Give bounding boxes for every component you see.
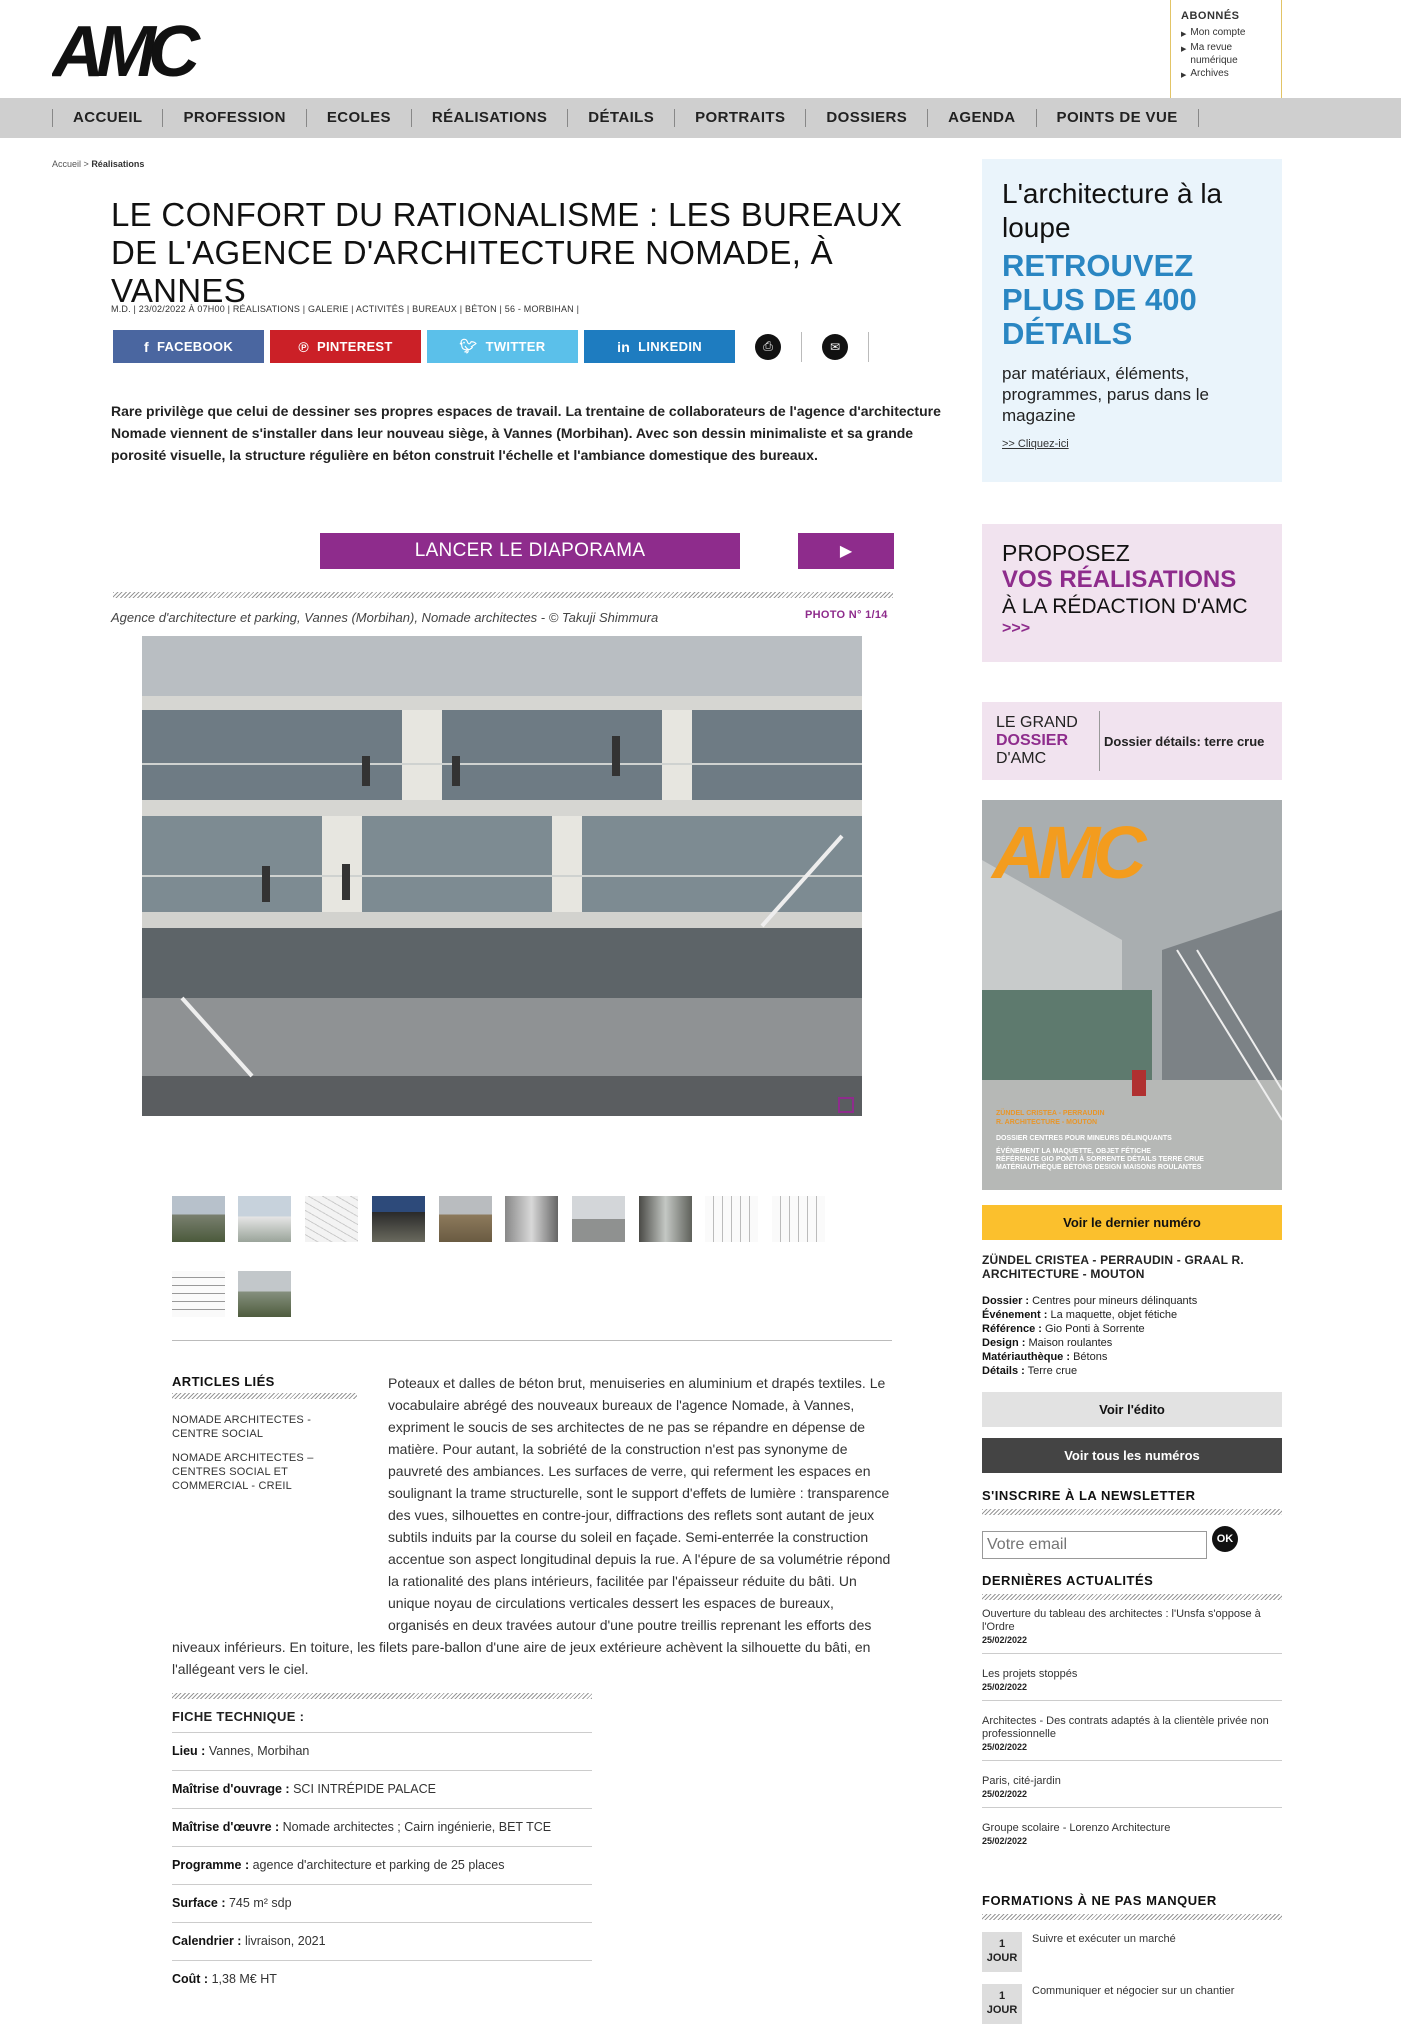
linkedin-share-button[interactable]: in LINKEDIN (584, 330, 735, 363)
issue-line: Événement : La maquette, objet fétiche (982, 1309, 1178, 1321)
nav-item-ecoles[interactable]: ECOLES (306, 109, 411, 127)
subscriber-link-digital[interactable]: ▶ Ma revue numérique (1181, 42, 1238, 66)
subscriber-link-archives[interactable]: ▶ Archives (1181, 67, 1271, 82)
latest-news (982, 1573, 1282, 1854)
sheet-row-client: Maîtrise d'ouvrage : SCI INTRÉPIDE PALACE (172, 1771, 592, 1809)
svg-text:ÉVÉNEMENT LA MAQUETTE, OBJET F: ÉVÉNEMENT LA MAQUETTE, OBJET FÉTICHE (996, 1148, 1151, 1155)
svg-text:DOSSIER CENTRES POUR MINEURS D: DOSSIER CENTRES POUR MINEURS DÉLINQUANTS (996, 1135, 1172, 1142)
sheet-row-location: Lieu : Vannes, Morbihan (172, 1733, 592, 1771)
play-icon: ▶ (839, 543, 853, 560)
cover-logo: AMC (992, 811, 1140, 894)
article-body-text: Poteaux et dalles de béton brut, menuiseries en aluminium et drapés textiles. Le vocabulaire abrégé des nouveaux bureaux de l'agence Nomade, à Vannes, expriment le soucis de ses architectes de ne pas se répandre en dépense de matière. Pour autant, la sobriété de la construction n'est pas synonyme de pauvreté des ambiances. Les surfaces de verre, qui referment les espaces en soulignant la trame structurelle, sont le support d'effets de lumière : transparence des vues, silhouettes en contre-jour, diffractions des reflets sont autant de jeux subtils induits par la course du soleil en façade. Semi-enterrée la construction accentue son aspect longitudinal depuis la rue. A l'épure de sa volumétrie répond la rationalité des plans intérieurs, facilitée par l'épaisseur réduite du bâti. Un unique noyau de circulations verticales dessert les espaces de bureaux, organisés en deux travées autour d'une poutre treillis reprenant les efforts des niveaux inférieurs. En toiture, les filets pare-ballon d'une aire de jeux extérieure achèvent la silhouette du bâti, en l'allégeant vers le ciel. (172, 1375, 891, 1677)
issue-line: Détails : Terre crue (982, 1365, 1078, 1377)
all-issues-button[interactable]: Voir tous les numéros (982, 1438, 1282, 1473)
related-item[interactable]: NOMADE ARCHITECTES - CENTRE SOCIAL (172, 1414, 312, 1440)
thumbnail[interactable] (439, 1196, 492, 1242)
pinterest-share-button[interactable]: ℗ PINTEREST (270, 330, 421, 363)
news-item[interactable]: Architectes - Des contrats adaptés à la clientèle privée non professionnelle 25/02/2022 (982, 1701, 1282, 1761)
svg-text:MATÉRIAUTHÈQUE BÉTONS DESIGN M: MATÉRIAUTHÈQUE BÉTONS DESIGN MAISONS ROULANTES (996, 1164, 1202, 1171)
grand-dossier-label: LE GRAND DOSSIER D'AMC (982, 711, 1100, 771)
thumbnail[interactable] (238, 1196, 291, 1242)
next-photo-button[interactable] (798, 533, 894, 569)
nav-item-profession[interactable]: PROFESSION (162, 109, 305, 127)
issue-line: Design : Maison roulantes (982, 1337, 1113, 1349)
slideshow-button[interactable]: LANCER LE DIAPORAMA (320, 533, 740, 569)
submit-projects-ad[interactable] (982, 524, 1282, 662)
twitter-icon: 🐦︎ (459, 338, 478, 354)
news-title: DERNIÈRES ACTUALITÉS (982, 1573, 1154, 1588)
svg-text:RÉFÉRENCE GIO PONTI À SORRENTE: RÉFÉRENCE GIO PONTI À SORRENTE DÉTAILS TERRE CRUE (996, 1156, 1204, 1163)
grand-dossier-banner[interactable] (982, 702, 1282, 780)
news-item[interactable]: Ouverture du tableau des architectes : l'Unsfa s'oppose à l'Ordre 25/02/2022 (982, 1600, 1282, 1654)
linkedin-icon: in (617, 338, 631, 355)
breadcrumb-current[interactable]: Réalisations (91, 159, 145, 169)
nav-item-accueil[interactable]: ACCUEIL (52, 109, 162, 127)
training-item[interactable] (982, 1984, 1282, 2024)
email-icon[interactable]: ✉ (822, 334, 848, 360)
nav-item-agenda[interactable]: AGENDA (927, 109, 1035, 127)
newsletter-submit-button[interactable]: OK (1212, 1526, 1238, 1552)
grand-dossier-title: Dossier détails: terre crue (1104, 733, 1265, 749)
thumbnail[interactable] (172, 1196, 225, 1242)
sheet-row-cost: Coût : 1,38 M€ HT (172, 1972, 277, 1986)
newsletter-section (982, 1488, 1282, 1515)
thumbnail[interactable] (172, 1271, 225, 1317)
technical-sheet-title: FICHE TECHNIQUE : (172, 1699, 592, 1733)
training-duration: 1 JOUR (982, 1984, 1022, 2024)
photo-counter: PHOTO N° 1/14 (805, 609, 888, 621)
newsletter-title: S'INSCRIRE À LA NEWSLETTER (982, 1488, 1196, 1503)
thumbnail[interactable] (572, 1196, 625, 1242)
pinterest-icon: ℗ (298, 338, 309, 355)
nav-item-details[interactable]: DÉTAILS (567, 109, 674, 127)
last-issue-button[interactable]: Voir le dernier numéro (982, 1205, 1282, 1240)
ad-heading: PROPOSEZ (1002, 540, 1130, 566)
ad-text: À LA RÉDACTION D'AMC (1002, 595, 1248, 618)
divider (868, 332, 869, 362)
photo-caption: Agence d'architecture et parking, Vannes (Morbihan), Nomade architectes - © Takuji Shimmura (111, 610, 659, 625)
training-title: Communiquer et négocier sur un chantier (1032, 1985, 1235, 1997)
related-articles (172, 1374, 357, 1503)
svg-text:R. ARCHITECTURE - MOUTON: R. ARCHITECTURE - MOUTON (996, 1119, 1098, 1126)
breadcrumb-separator: > (83, 159, 89, 169)
divider (172, 1340, 892, 1341)
thumbnail[interactable] (238, 1271, 291, 1317)
training-duration: 1 JOUR (982, 1932, 1022, 1972)
ad-highlight: VOS RÉALISATIONS (1002, 566, 1237, 593)
thumbnail[interactable] (639, 1196, 692, 1242)
news-item[interactable]: Groupe scolaire - Lorenzo Architecture 25/02/2022 (982, 1822, 1171, 1846)
sheet-row-schedule: Calendrier : livraison, 2021 (172, 1923, 592, 1961)
share-bar (113, 330, 869, 363)
trainings-section (982, 1893, 1282, 2024)
editorial-button[interactable]: Voir l'édito (982, 1392, 1282, 1427)
sheet-row-program: Programme : agence d'architecture et parking de 25 places (172, 1847, 592, 1885)
amc-logo[interactable] (52, 18, 227, 82)
twitter-share-button[interactable]: 🐦︎ TWITTER (427, 330, 578, 363)
related-item[interactable]: NOMADE ARCHITECTES – CENTRES SOCIAL ET COMMERCIAL - CREIL (172, 1452, 314, 1492)
issue-contents (982, 1294, 1282, 1378)
nav-item-dossiers[interactable]: DOSSIERS (805, 109, 927, 127)
issue-line: Matériauthèque : Bétons (982, 1351, 1108, 1363)
article-title: LE CONFORT DU RATIONALISME : LES BUREAUX DE L'AGENCE D'ARCHITECTURE NOMADE, À VANNES (111, 196, 903, 309)
ad-heading: L'architecture à la loupe (1002, 178, 1223, 243)
subscriber-title: ABONNÉS (1181, 10, 1240, 22)
ad-arrows: >>> (1002, 620, 1031, 637)
logo-text: AMC (52, 18, 192, 82)
main-nav (0, 98, 1401, 138)
ad-link[interactable]: >> Cliquez-ici (1002, 438, 1069, 450)
sheet-row-architect: Maîtrise d'œuvre : Nomade architectes ; Cairn ingénierie, BET TCE (172, 1809, 592, 1847)
nav-item-realisations[interactable]: RÉALISATIONS (411, 109, 567, 127)
training-title: Suivre et exécuter un marché (1032, 1933, 1176, 1945)
breadcrumb-home[interactable]: Accueil (52, 159, 82, 169)
trainings-title: FORMATIONS À NE PAS MANQUER (982, 1893, 1217, 1908)
issue-authors: ZÜNDEL CRISTEA - PERRAUDIN - GRAAL R. ARCHITECTURE - MOUTON (982, 1253, 1244, 1281)
divider (982, 1914, 1282, 1920)
nav-item-portraits[interactable]: PORTRAITS (674, 109, 805, 127)
sheet-row-surface: Surface : 745 m² sdp (172, 1885, 592, 1923)
divider (801, 332, 802, 362)
thumbnail[interactable] (372, 1196, 425, 1242)
news-item[interactable]: Les projets stoppés 25/02/2022 (982, 1654, 1282, 1701)
thumbnail[interactable] (705, 1196, 758, 1242)
breadcrumb (52, 159, 144, 169)
subscriber-box (1170, 0, 1282, 98)
details-ad[interactable] (982, 159, 1282, 482)
related-title: ARTICLES LIÉS (172, 1374, 275, 1389)
training-item[interactable] (982, 1932, 1282, 1972)
article-lead: Rare privilège que celui de dessiner ses propres espaces de travail. La trentaine de collaborateurs de l'agence d'architecture Nomade viennent de s'installer dans leur nouveau siège, à Vannes (Morbihan). Avec son dessin minimaliste et sa grande porosité visuelle, la structure régulière en béton construit l'échelle et l'ambiance domestique des bureaux. (111, 403, 941, 463)
facebook-share-button[interactable]: f FACEBOOK (113, 330, 264, 363)
facebook-icon: f (143, 338, 149, 355)
divider (982, 1509, 1282, 1515)
article-meta: M.D. | 23/02/2022 À 07H00 | RÉALISATIONS | GALERIE | ACTIVITÉS | BUREAUX | BÉTON | 56 - MORBIHAN | (111, 304, 580, 314)
magazine-cover[interactable] (982, 800, 1282, 1190)
thumbnail[interactable] (772, 1196, 825, 1242)
nav-item-points-de-vue[interactable]: POINTS DE VUE (1036, 109, 1199, 127)
news-item[interactable]: Paris, cité-jardin 25/02/2022 (982, 1761, 1282, 1808)
divider (113, 592, 893, 598)
triangle-icon: ▶ (1181, 31, 1187, 38)
subscriber-link-account[interactable]: ▶ Mon compte (1181, 26, 1271, 41)
technical-sheet (172, 1693, 592, 1998)
issue-line: Référence : Gio Ponti à Sorrente (982, 1323, 1145, 1335)
ad-highlight: RETROUVEZ PLUS DE 400 DÉTAILS (1002, 248, 1197, 351)
thumbnail[interactable] (505, 1196, 558, 1242)
print-icon[interactable]: ⎙ (755, 334, 781, 360)
triangle-icon: ▶ (1181, 72, 1187, 79)
triangle-icon: ▶ (1181, 46, 1187, 53)
thumbnail[interactable] (305, 1196, 358, 1242)
newsletter-email-input[interactable] (982, 1531, 1207, 1559)
divider (172, 1393, 357, 1399)
issue-line: Dossier : Centres pour mineurs délinquants (982, 1295, 1198, 1307)
svg-text:ZÜNDEL CRISTEA - PERRAUDIN: ZÜNDEL CRISTEA - PERRAUDIN (996, 1110, 1105, 1117)
main-photo[interactable] (142, 636, 862, 1116)
ad-text: par matériaux, éléments, programmes, parus dans le magazine (1002, 364, 1209, 425)
